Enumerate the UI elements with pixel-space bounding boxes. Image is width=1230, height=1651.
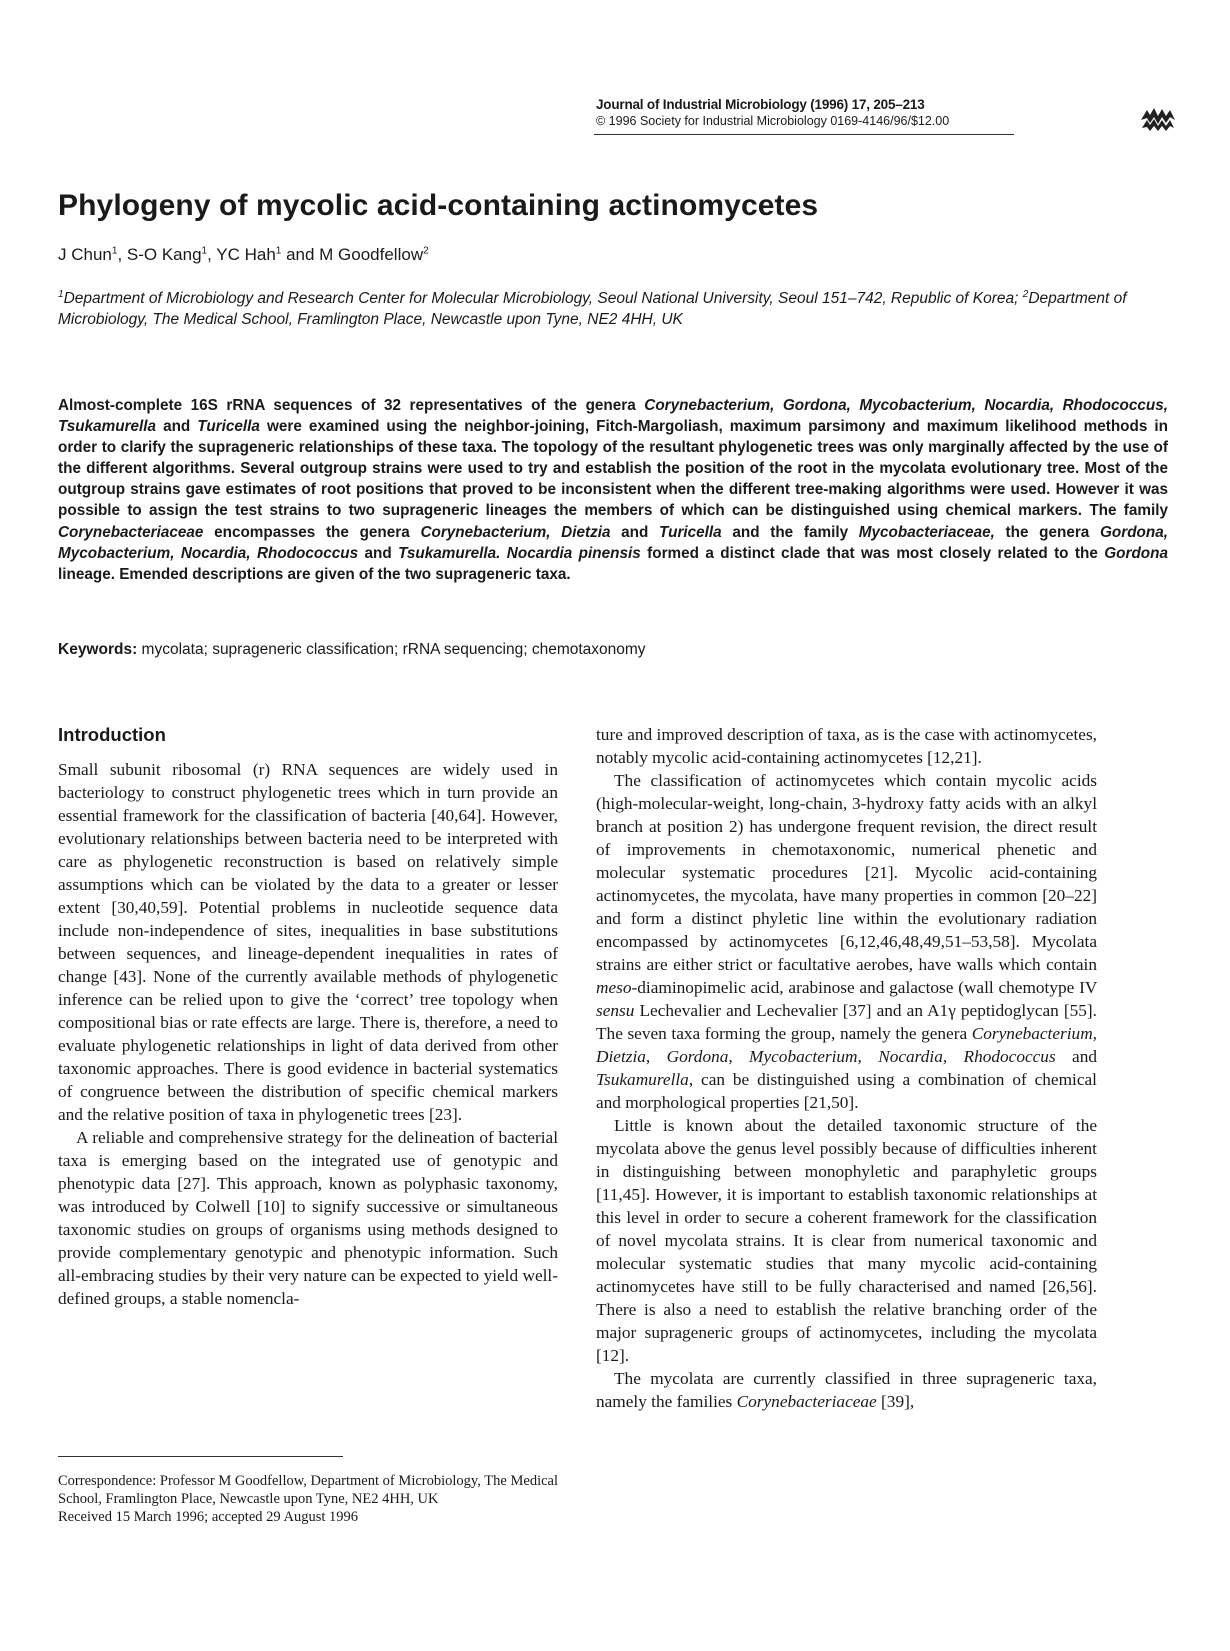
body-paragraph (596, 769, 1097, 1114)
journal-copyright: © 1996 Society for Industrial Microbiology 0169-4146/96/$12.00 (596, 114, 950, 128)
header-rule (594, 134, 1014, 135)
affiliation-text: Department of Microbiology, The Medical School, Framlington Place, Newcastle upon Tyne, NE2 4HH, UK (58, 290, 1127, 328)
journal-header (596, 96, 1136, 129)
author-affiliation-mark: 1 (275, 245, 282, 257)
body-text: and (1055, 1047, 1097, 1066)
author-name: S-O Kang (126, 245, 202, 264)
abstract-italic: Mycobacteriaceae, (858, 523, 995, 541)
body-text: Lechevalier and Lechevalier [37] and an A1γ peptidoglycan [55]. The seven taxa forming the group, namely the genera (596, 1001, 1097, 1043)
abstract-italic: Turicella (659, 523, 722, 541)
author-affiliation-mark: 1 (201, 245, 208, 257)
article-title: Phylogeny of mycolic acid-containing actinomycetes (58, 189, 819, 222)
keywords (58, 640, 1168, 660)
abstract-text: encompasses the genera (203, 523, 421, 541)
keywords-label: Keywords: (58, 641, 138, 658)
body-paragraph (596, 1367, 1097, 1413)
affiliations (58, 288, 1168, 330)
correspondence-note: Correspondence: Professor M Goodfellow, Department of Microbiology, The Medical School, Framlington Place, Newcastle upon Tyne, NE2 4HH, UK (58, 1473, 558, 1507)
body-italic: Tsukamurella (596, 1070, 689, 1089)
right-column (596, 723, 1097, 1413)
affiliation-mark: 2 (1022, 288, 1029, 300)
author-separator: and (281, 245, 320, 264)
left-column (58, 758, 558, 1310)
affiliation-mark: 1 (58, 288, 64, 300)
footnote-rule (58, 1456, 343, 1457)
journal-citation: Journal of Industrial Microbiology (1996) 17, 205–213 (596, 97, 925, 112)
body-italic: Corynebacterium, Dietzia, Gordona, Mycobacterium, Nocardia, Rhodococcus (596, 1024, 1097, 1066)
author-name: YC Hah (216, 245, 276, 264)
abstract-text: Almost-complete 16S rRNA sequences of 32 representatives of the genera (58, 397, 645, 414)
abstract-italic: Corynebacterium, Dietzia (420, 523, 611, 541)
abstract-text: and (156, 418, 198, 436)
abstract-italic: Corynebacteriaceae (58, 523, 204, 541)
body-text: The classification of actinomycetes which contain mycolic acids (high-molecular-weight, long-chain, 3-hydroxy fatty acids with an alkyl branch at position 2) has undergone frequent revision, the direct result of improvements in chemotaxonomic, numerical phenetic and molecular systematic procedures [21]. Mycolic acid-containing actinomycetes, the mycolata, have many properties in common [20–22] and form a distinct phyletic line within the evolutionary radiation encompassed by actinomycetes [6,12,46,48,49,51–53,58]. Mycolata strains are either strict or facultative aerobes, have walls which contain (596, 771, 1097, 974)
abstract-italic: Gordona (1104, 544, 1169, 562)
affiliation-text: Department of Microbiology and Research Center for Molecular Microbiology, Seoul National University, Seoul 151–742, Republic of Korea; (63, 290, 1023, 307)
abstract-text: were examined using the neighbor-joining, Fitch-Margoliash, maximum parsimony and maximum likelihood methods in order to clarify the suprageneric relationships of these taxa. The topology of the resultant phylogenetic trees was only marginally affected by the use of the different algorithms. Several outgroup strains were used to try and establish the position of the root in the mycolata evolutionary tree. Most of the outgroup strains gave estimates of root positions that proved to be inconsistent when the different tree-making algorithms were used. However it was possible to assign the test strains to two suprageneric lineages the members of which can be distinguished using chemical markers. The family (58, 418, 1168, 520)
abstract-text: and (358, 544, 399, 562)
abstract (58, 395, 1168, 585)
abstract-text: lineage. Emended descriptions are given of the two suprageneric taxa. (58, 565, 571, 583)
abstract-italic: Gordona, Mycobacterium, Nocardia, Rhodococcus (58, 523, 1168, 562)
keywords-list: mycolata; suprageneric classification; rRNA sequencing; chemotaxonomy (137, 641, 646, 658)
abstract-text: the genera (994, 523, 1100, 541)
body-italic: meso (596, 978, 632, 997)
author-separator: , (207, 245, 217, 264)
author-name: J Chun (58, 245, 112, 264)
body-paragraph: Small subunit ribosomal (r) RNA sequences are widely used in bacteriology to construct phylogenetic trees which in turn provide an essential framework for the classification of bacteria [40,64]. However, evolutionary relationships between bacteria need to be interpreted with care as phylogenetic reconstruction is based on relatively simple assumptions which can be violated by the data to a greater or lesser extent [30,40,59]. Potential problems in nucleotide sequence data include non-independence of sites, inequalities in base substitutions between sequences, and lineage-dependent inequalities in rates of change [43]. None of the currently available methods of phylogenetic inference can be relied upon to give the ‘correct’ tree topology when compositional bias or rate effects are large. There is, therefore, a need to evaluate phylogenetic relationships in light of data derived from other taxonomic approaches. There is good evidence in bacterial systematics of congruence between the distribution of specific chemical markers and the relative position of taxa in phylogenetic trees [23]. (58, 760, 558, 1124)
received-dates: Received 15 March 1996; accepted 29 August 1996 (58, 1509, 358, 1525)
body-italic: sensu (596, 1001, 635, 1020)
body-paragraph: ture and improved description of taxa, as is the case with actinomycetes, notably mycolic acid-containing actinomycetes [12,21]. (596, 725, 1097, 767)
body-paragraph: A reliable and comprehensive strategy for the delineation of bacterial taxa is emerging based on the integrated use of genotypic and phenotypic data [27]. This approach, known as polyphasic taxonomy, was introduced by Colwell [10] to signify successive or simultaneous taxonomic studies on groups of organisms using methods designed to provide complementary genotypic and phenotypic information. Such all-embracing studies by their very nature can be expected to yield well-defined groups, a stable nomencla- (58, 1128, 558, 1308)
abstract-text: and the family (721, 523, 859, 541)
section-heading-introduction: Introduction (58, 724, 166, 745)
abstract-italic: Turicella (197, 418, 260, 436)
body-text: [39], (876, 1392, 915, 1411)
author-affiliation-mark: 2 (423, 245, 429, 257)
abstract-text: formed a distinct clade that was most closely related to the (640, 544, 1105, 562)
footnote (58, 1472, 558, 1526)
abstract-italic: Corynebacterium, Gordona, Mycobacterium, Nocardia, Rhodococcus, Tsukamurella (58, 397, 1168, 436)
body-italic: Corynebacteriaceae (736, 1392, 877, 1411)
body-text: -diaminopimelic acid, arabinose and galactose (wall chemotype IV (631, 978, 1097, 997)
author-separator: , (117, 245, 127, 264)
publisher-logo-icon (1140, 106, 1176, 132)
abstract-text: and (610, 523, 660, 541)
author-name: M Goodfellow (319, 245, 424, 264)
abstract-italic: Tsukamurella. Nocardia pinensis (398, 544, 641, 562)
body-paragraph: Little is known about the detailed taxonomic structure of the mycolata above the genus level possibly because of difficulties inherent in distinguishing between monophyletic and paraphyletic groups [11,45]. However, it is important to establish taxonomic relationships at this level in order to secure a coherent framework for the classification of novel mycolata strains. It is clear from numerical taxonomic and molecular systematic studies that many mycolic acid-containing actinomycetes have still to be fully characterised and named [26,56]. There is also a need to establish the relative branching order of the major suprageneric groups of actinomycetes, including the mycolata [12]. (596, 1116, 1097, 1365)
author-affiliation-mark: 1 (111, 245, 118, 257)
author-list (58, 244, 1158, 266)
body-text: The mycolata are currently classified in three suprageneric taxa, namely the families (596, 1369, 1097, 1411)
body-text: , can be distinguished using a combination of chemical and morphological properties [21,50]. (596, 1070, 1097, 1112)
